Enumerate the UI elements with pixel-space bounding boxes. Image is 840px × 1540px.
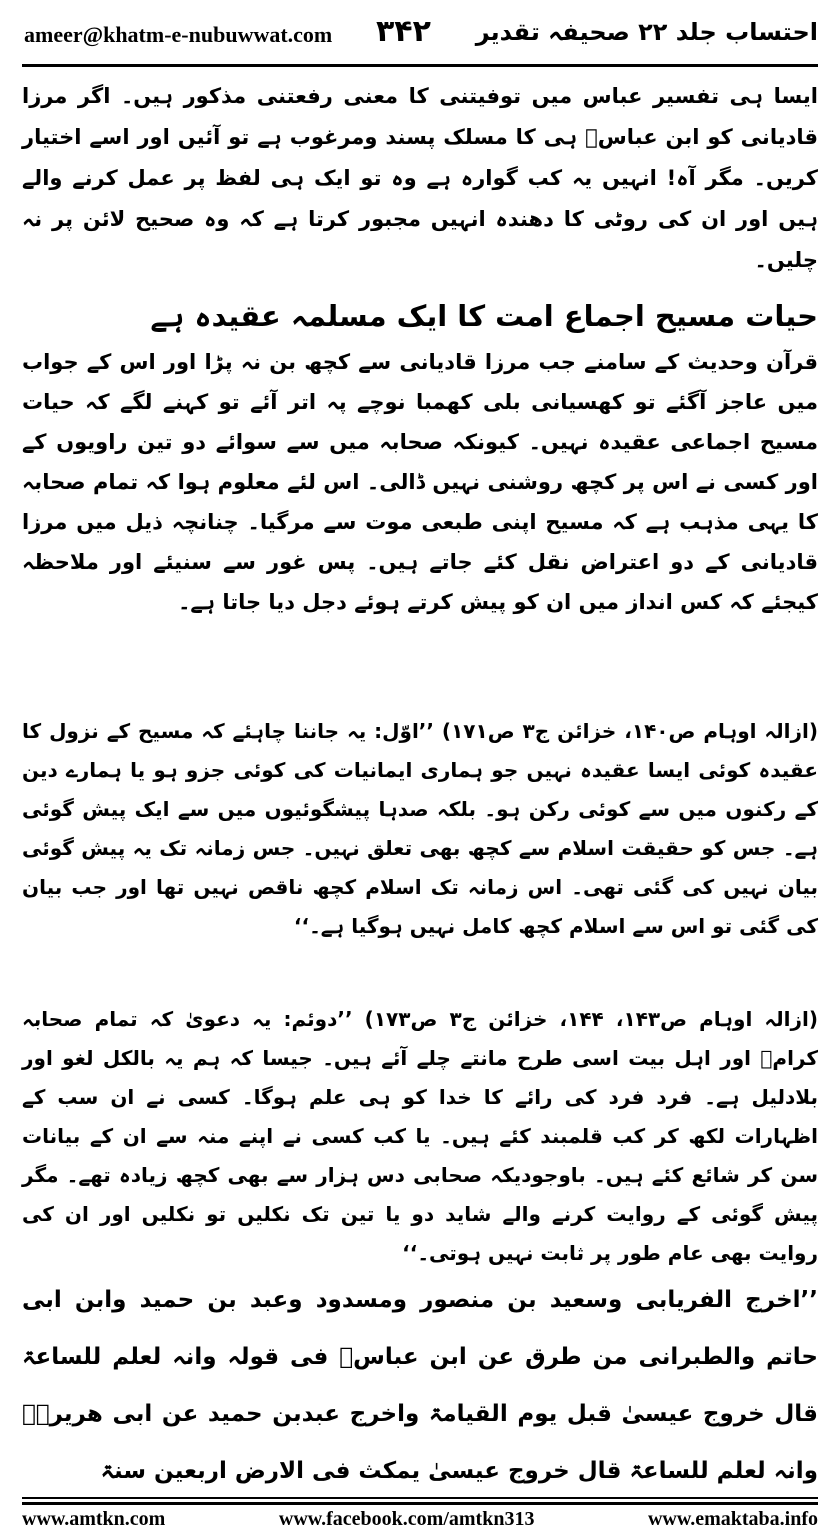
- page-number: ۳۴۲: [376, 14, 431, 49]
- page-header: [24, 14, 818, 58]
- footer-rule-thin: [22, 1497, 818, 1499]
- paragraph-intro: ایسا ہی تفسیر عباس میں توفیتنی کا معنی رفعتنی مذکور ہیں۔ اگر مرزا قادیانی کو ابن عباسؓ ہی کا مسلک پسند ومرغوب ہے تو آئیں اور اسے اختیار کریں۔ مگر آہ! انہیں یہ کب گوارہ ہے وہ تو ایک ہی لفظ پر عمل کرنے والے ہیں اور ان کی روٹی کا دھندہ انہیں مجبور کرتا ہے کہ وہ صحیح لائن پر نہ چلیں۔: [22, 84, 818, 272]
- section-heading: حیات مسیح اجماع امت کا ایک مسلمہ عقیدہ ہے: [150, 299, 818, 333]
- quote-second-objection: (ازالہ اوہام ص۱۴۳، ۱۴۴، خزائن ج۳ ص۱۷۳) ’’دوئم: یہ دعویٰ کہ تمام صحابہ کرامؓ اور اہل بیت اسی طرح مانتے چلے آئے ہیں۔ جیسا کہ ہم یہ بالکل لغو اور بلادلیل ہے۔ فرد فرد کی رائے کا خدا کو ہی علم ہوگا۔ کسی نے ان سب کے اظہارات لکھ کر کب قلمبند کئے ہیں۔ یا کب کسی نے اپنے منہ سے ان کے بیانات سن کر شائع کئے ہیں۔ باوجودیکہ صحابی دس ہزار سے بھی کچھ زیادہ تھے۔ مگر پیش گوئی کے روایت کرنے والے شاید دو یا تین تک نکلیں تو نکلیں اور ان کی روایت بھی عام طور پر ثابت نہیں ہوتی۔‘‘: [22, 1007, 819, 1265]
- footer-rule-thick: [22, 1502, 818, 1505]
- paragraph-main: قرآن وحدیث کے سامنے جب مرزا قادیانی سے کچھ بن نہ پڑا اور اس کے جواب میں عاجز آگئے تو کھسیانی بلی کھمبا نوچے پہ اتر آئے تو کہنے لگے کہ حیات مسیح اجماعی عقیدہ نہیں۔ کیونکہ صحابہ میں سے سوائے دو تین راویوں کے اور کسی نے اس پر کچھ روشنی نہیں ڈالی۔ اس لئے معلوم ہوا کہ تمام صحابہ کا یہی مذہب ہے کہ مسیح اپنی طبعی موت سے مرگیا۔ چنانچہ ذیل میں مرزا قادیانی کے دو اعتراض نقل کئے جاتے ہیں۔ پس غور سے سنیئے اور ملاحظہ کیجئے کہ کس انداز میں ان کو پیش کرتے ہوئے دجل دیا جاتا ہے۔: [22, 350, 818, 614]
- footer-link-emaktaba[interactable]: www.emaktaba.info: [647, 1508, 818, 1530]
- footer-link-facebook[interactable]: www.facebook.com/amtkn313: [278, 1508, 535, 1530]
- quote-first-objection: (ازالہ اوہام ص۱۴۰، خزائن ج۳ ص۱۷۱) ’’اوّل: یہ جاننا چاہئے کہ مسیح کے نزول کا عقیدہ کوئی ایسا عقیدہ نہیں جو ہماری ایمانیات کی کوئی جزو ہو یا ہمارے دین کے رکنوں میں سے کوئی رکن ہو۔ بلکہ صدہا پیشگوئیوں میں سے ایک پیش گوئی ہے۔ جس کو حقیقت اسلام سے کچھ بھی تعلق نہیں۔ جس زمانہ تک یہ پیش گوئی بیان نہیں کی گئی تھی۔ اس زمانہ تک اسلام کچھ ناقص نہیں تھا اور جب بیان کی گئی تو اس سے اسلام کچھ کامل نہیں ہوگیا ہے۔‘‘: [22, 719, 819, 938]
- arabic-quotation: ’’اخرج الفریابی وسعید بن منصور ومسدود وعبد بن حمید وابن ابی حاتم والطبرانی من طرق عن ابن عباسؓ فی قولہ وانہ لعلم للساعۃ قال خروج عیسیٰ قبل یوم القیامۃ واخرج عبدبن حمید عن ابی ھریرۃؓ وانہ لعلم للساعۃ قال خروج عیسیٰ یمکث فی الارض اربعین سنۃ: [22, 1287, 818, 1484]
- footer-link-amtkn[interactable]: www.amtkn.com: [22, 1508, 166, 1530]
- header-email: ameer@khatm-e-nubuwwat.com: [24, 22, 333, 47]
- header-rule: [22, 64, 818, 67]
- book-title: احتساب جلد ۲۲ صحیفہ تقدیر: [475, 18, 818, 46]
- page-footer: [22, 1508, 818, 1531]
